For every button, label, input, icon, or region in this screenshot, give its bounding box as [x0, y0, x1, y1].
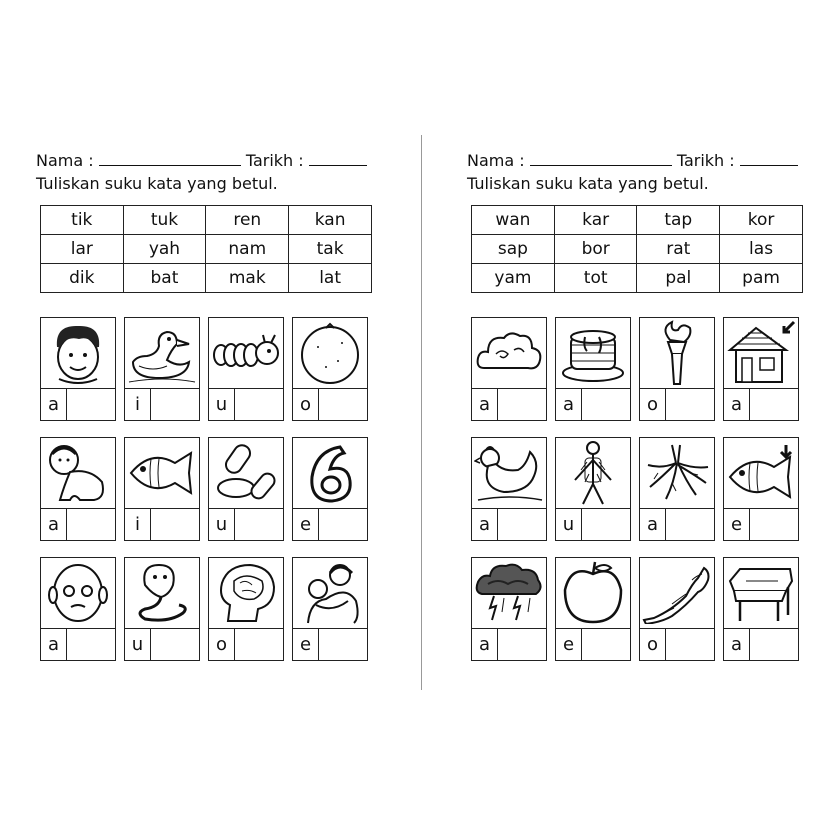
answer-blank[interactable] — [319, 629, 367, 661]
syllable-cell: nam — [206, 235, 289, 264]
answer-box — [209, 628, 283, 661]
orange-icon — [293, 318, 367, 388]
tarikh-blank[interactable] — [309, 151, 367, 166]
picture-card — [124, 557, 200, 661]
syllable-cell: bat — [123, 264, 206, 293]
answer-box — [41, 508, 115, 541]
vowel-label: e — [724, 509, 750, 541]
answer-box — [556, 508, 630, 541]
page-divider — [421, 135, 422, 690]
syllable-row — [41, 264, 372, 293]
baby-crawling-icon — [41, 438, 115, 508]
vowel-label: u — [125, 629, 151, 661]
answer-box — [125, 388, 199, 421]
fish-icon — [125, 438, 199, 508]
syllable-cell: bor — [554, 235, 637, 264]
nervous-system-icon — [556, 438, 630, 508]
torch-icon — [640, 318, 714, 388]
syllable-table — [40, 205, 372, 293]
vowel-label: a — [41, 509, 67, 541]
vowel-label: a — [640, 509, 666, 541]
duck-icon — [125, 318, 199, 388]
answer-blank[interactable] — [319, 389, 367, 421]
vowel-label: a — [41, 629, 67, 661]
instruction: Tuliskan suku kata yang betul. — [36, 174, 278, 193]
hen-feathers-icon — [472, 438, 546, 508]
syllable-cell: kor — [720, 206, 803, 235]
picture-card — [40, 557, 116, 661]
syllable-table — [471, 205, 803, 293]
answer-blank[interactable] — [67, 389, 115, 421]
picture-card — [208, 317, 284, 421]
vowel-label: o — [640, 629, 666, 661]
vowel-label: u — [556, 509, 582, 541]
syllable-cell: lar — [41, 235, 124, 264]
syllable-cell: yam — [472, 264, 555, 293]
worksheet-left — [36, 150, 376, 655]
syllable-cell: rat — [637, 235, 720, 264]
syllable-cell: tot — [554, 264, 637, 293]
instruction: Tuliskan suku kata yang betul. — [467, 174, 709, 193]
tarikh-blank[interactable] — [740, 151, 798, 166]
picture-card — [471, 437, 547, 541]
syllable-cell: tap — [637, 206, 720, 235]
nama-blank[interactable] — [530, 151, 672, 166]
syllable-cell: las — [720, 235, 803, 264]
answer-blank[interactable] — [750, 389, 798, 421]
vowel-label: o — [640, 389, 666, 421]
answer-box — [724, 388, 798, 421]
picture-card — [208, 557, 284, 661]
picture-card — [40, 437, 116, 541]
answer-blank[interactable] — [498, 389, 546, 421]
answer-blank[interactable] — [151, 629, 199, 661]
picture-card — [292, 317, 368, 421]
arm-muscle-icon — [640, 558, 714, 628]
picture-card — [723, 557, 799, 661]
nama-label: Nama : — [36, 151, 94, 170]
fish-fin-icon — [724, 438, 798, 508]
mother-hug-icon — [293, 558, 367, 628]
syllable-cell: yah — [123, 235, 206, 264]
answer-box — [724, 628, 798, 661]
vowel-label: u — [209, 509, 235, 541]
picture-card — [471, 557, 547, 661]
nama-label: Nama : — [467, 151, 525, 170]
answer-blank[interactable] — [582, 629, 630, 661]
answer-blank[interactable] — [235, 389, 283, 421]
answer-box — [209, 388, 283, 421]
syllable-cell: kar — [554, 206, 637, 235]
answer-blank[interactable] — [750, 629, 798, 661]
boy-face-icon — [41, 318, 115, 388]
tablecloth-icon — [724, 558, 798, 628]
syllable-cell: pal — [637, 264, 720, 293]
picture-card — [208, 437, 284, 541]
vowel-label: o — [209, 629, 235, 661]
tree-roots-icon — [640, 438, 714, 508]
answer-box — [293, 628, 367, 661]
syllable-cell: pam — [720, 264, 803, 293]
answer-box — [293, 388, 367, 421]
answer-box — [41, 628, 115, 661]
answer-blank[interactable] — [582, 509, 630, 541]
pancake-icon — [556, 318, 630, 388]
syllable-cell: dik — [41, 264, 124, 293]
answer-box — [556, 388, 630, 421]
picture-card — [723, 317, 799, 421]
vowel-label: i — [125, 509, 151, 541]
house-roof-icon — [724, 318, 798, 388]
answer-box — [472, 508, 546, 541]
syllable-row — [41, 235, 372, 264]
number-six-icon — [293, 438, 367, 508]
answer-blank[interactable] — [750, 509, 798, 541]
picture-card — [555, 437, 631, 541]
answer-blank[interactable] — [151, 389, 199, 421]
picture-card — [723, 437, 799, 541]
grandfather-face-icon — [41, 558, 115, 628]
vowel-label: a — [472, 509, 498, 541]
pills-icon — [209, 438, 283, 508]
syllable-cell: wan — [472, 206, 555, 235]
picture-card — [639, 317, 715, 421]
answer-blank[interactable] — [235, 629, 283, 661]
syllable-cell: ren — [206, 206, 289, 235]
answer-blank[interactable] — [498, 509, 546, 541]
vowel-label: e — [293, 509, 319, 541]
vowel-label: e — [556, 629, 582, 661]
picture-card — [124, 317, 200, 421]
answer-blank[interactable] — [151, 509, 199, 541]
header-line — [36, 150, 376, 172]
picture-card — [471, 317, 547, 421]
picture-card — [292, 437, 368, 541]
syllable-row — [472, 264, 803, 293]
answer-box — [640, 388, 714, 421]
picture-card — [124, 437, 200, 541]
syllable-cell: tik — [41, 206, 124, 235]
vowel-label: i — [125, 389, 151, 421]
answer-blank[interactable] — [582, 389, 630, 421]
syllable-row — [41, 206, 372, 235]
vowel-label: u — [209, 389, 235, 421]
vowel-label: o — [293, 389, 319, 421]
nama-blank[interactable] — [99, 151, 241, 166]
answer-box — [125, 628, 199, 661]
answer-box — [125, 508, 199, 541]
picture-card — [639, 557, 715, 661]
answer-box — [472, 628, 546, 661]
answer-blank[interactable] — [67, 509, 115, 541]
syllable-cell: sap — [472, 235, 555, 264]
vowel-label: a — [472, 629, 498, 661]
vowel-label: e — [293, 629, 319, 661]
answer-blank[interactable] — [235, 509, 283, 541]
tarikh-label: Tarikh : — [676, 151, 735, 170]
syllable-cell: kan — [289, 206, 372, 235]
answer-blank[interactable] — [666, 509, 714, 541]
answer-blank[interactable] — [498, 629, 546, 661]
vowel-label: a — [724, 389, 750, 421]
answer-blank[interactable] — [67, 629, 115, 661]
picture-card — [292, 557, 368, 661]
answer-box — [640, 508, 714, 541]
syllable-cell: tuk — [123, 206, 206, 235]
storm-cloud-icon — [472, 558, 546, 628]
cloud-icon — [472, 318, 546, 388]
syllable-cell: lat — [289, 264, 372, 293]
apple-icon — [556, 558, 630, 628]
syllable-cell: tak — [289, 235, 372, 264]
vowel-label: a — [472, 389, 498, 421]
vowel-label: a — [41, 389, 67, 421]
answer-blank[interactable] — [666, 629, 714, 661]
answer-box — [472, 388, 546, 421]
cobra-icon — [125, 558, 199, 628]
worksheet-right — [467, 150, 807, 655]
answer-blank[interactable] — [666, 389, 714, 421]
answer-box — [41, 388, 115, 421]
picture-card — [40, 317, 116, 421]
answer-box — [640, 628, 714, 661]
syllable-row — [472, 206, 803, 235]
answer-box — [724, 508, 798, 541]
syllable-cell: mak — [206, 264, 289, 293]
vowel-label: a — [724, 629, 750, 661]
answer-box — [293, 508, 367, 541]
brain-icon — [209, 558, 283, 628]
vowel-label: a — [556, 389, 582, 421]
header-line — [467, 150, 807, 172]
picture-card — [555, 557, 631, 661]
tarikh-label: Tarikh : — [245, 151, 304, 170]
caterpillar-icon — [209, 318, 283, 388]
picture-card — [639, 437, 715, 541]
picture-card — [555, 317, 631, 421]
answer-box — [556, 628, 630, 661]
answer-blank[interactable] — [319, 509, 367, 541]
answer-box — [209, 508, 283, 541]
syllable-row — [472, 235, 803, 264]
